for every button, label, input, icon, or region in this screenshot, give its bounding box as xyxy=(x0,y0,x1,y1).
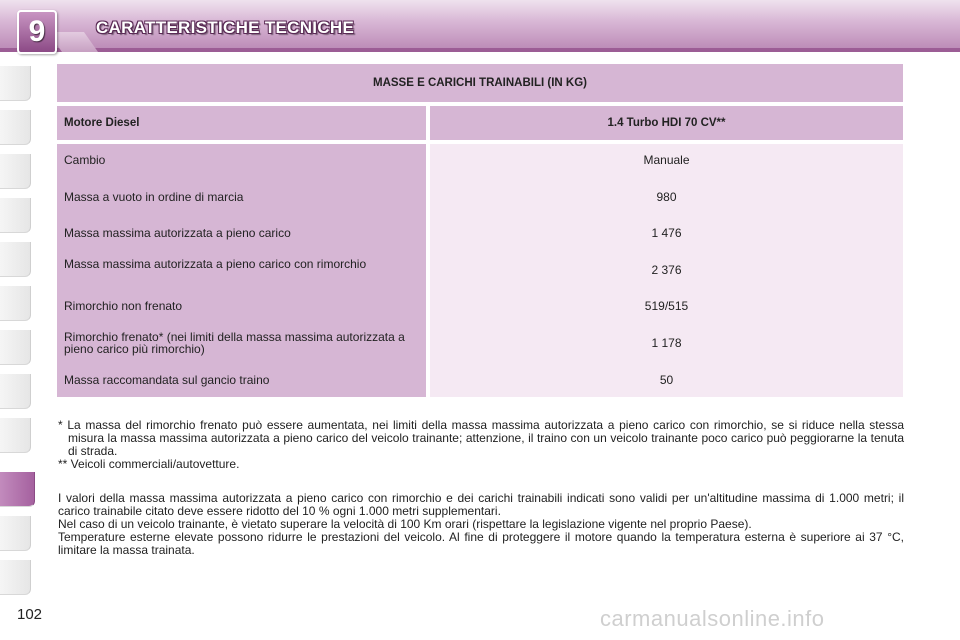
footnote-towing-mass: * La massa del rimorchio frenato può essere aumentata, nei limiti della massa massima autorizzata a pieno carico con rimorchio, se si riduce nella stessa misura la massa massima autorizzata a pieno carico del veicolo trainante; attenzione, il traino con un veicolo trainante poco carico può peggiorarne la tenuta di strada. xyxy=(58,418,904,458)
footnote-vehicle-type: ** Veicoli commerciali/autovetture. xyxy=(58,457,240,471)
side-tab-1[interactable] xyxy=(0,66,31,101)
table-row-label: Rimorchio non frenato xyxy=(64,299,183,313)
side-tab-2[interactable] xyxy=(0,110,31,145)
table-row-value: 1 476 xyxy=(651,226,682,240)
side-tab-7[interactable] xyxy=(0,330,31,365)
table-row-value: Manuale xyxy=(643,153,690,167)
table-row-value: 50 xyxy=(659,373,674,387)
table-row-label: Cambio xyxy=(64,153,106,167)
table-header-row xyxy=(57,106,903,140)
watermark: carmanualsonline.info xyxy=(600,606,825,631)
table-row-value: 1 178 xyxy=(651,336,682,350)
table-row-label: Rimorchio frenato* (nei limiti della massa massima autorizzata a pieno carico più rimorchio) xyxy=(64,330,405,356)
header-underline xyxy=(0,48,960,52)
footnotes xyxy=(58,419,904,471)
side-tab-4[interactable] xyxy=(0,198,31,233)
table-row-value: 980 xyxy=(656,190,677,204)
chapter-number-badge: 9 xyxy=(17,10,57,54)
paragraph-altitude: I valori della massa massima autorizzata a pieno carico con rimorchio e dei carichi trainabili indicati sono validi per un'altitudine massima di 1.000 metri; il carico trainabile citato deve essere ridotto del 10 % ogni 1.000 metri supplementari. xyxy=(58,491,904,518)
column-header-model: 1.4 Turbo HDI 70 CV** xyxy=(430,106,903,140)
paragraph-speed-limit: Nel caso di un veicolo trainante, è vietato superare la velocità di 100 Km orari (rispettare la legislazione vigente nel proprio Paese). xyxy=(58,517,752,531)
paragraph-temperature: Temperature esterne elevate possono ridurre le prestazioni del veicolo. Al fine di proteggere il motore quando la temperatura esterna è superiore ai 37 °C, limitare la massa trainata. xyxy=(58,530,904,557)
table-row-value: 2 376 xyxy=(651,263,682,277)
info-paragraphs xyxy=(58,492,904,557)
page-number: 102 xyxy=(17,606,43,623)
table-title: MASSE E CARICHI TRAINABILI (IN KG) xyxy=(57,64,903,102)
table-row-label: Massa a vuoto in ordine di marcia xyxy=(64,190,244,204)
table-row-label: Massa massima autorizzata a pieno carico con rimorchio xyxy=(64,257,367,271)
table-row-label: Massa raccomandata sul gancio traino xyxy=(64,373,270,387)
side-tab-3[interactable] xyxy=(0,154,31,189)
side-tab-8[interactable] xyxy=(0,374,31,409)
side-tab-active-chapter[interactable] xyxy=(0,472,35,507)
page-title: CARATTERISTICHE TECNICHE xyxy=(96,18,355,37)
column-header-engine: Motore Diesel xyxy=(57,106,426,140)
side-tab-9[interactable] xyxy=(0,418,31,453)
table-row-value: 519/515 xyxy=(644,299,689,313)
table-row-label: Massa massima autorizzata a pieno carico xyxy=(64,226,291,240)
side-tab-6[interactable] xyxy=(0,286,31,321)
side-tab-5[interactable] xyxy=(0,242,31,277)
side-tab-12[interactable] xyxy=(0,560,31,595)
side-tab-11[interactable] xyxy=(0,516,31,551)
